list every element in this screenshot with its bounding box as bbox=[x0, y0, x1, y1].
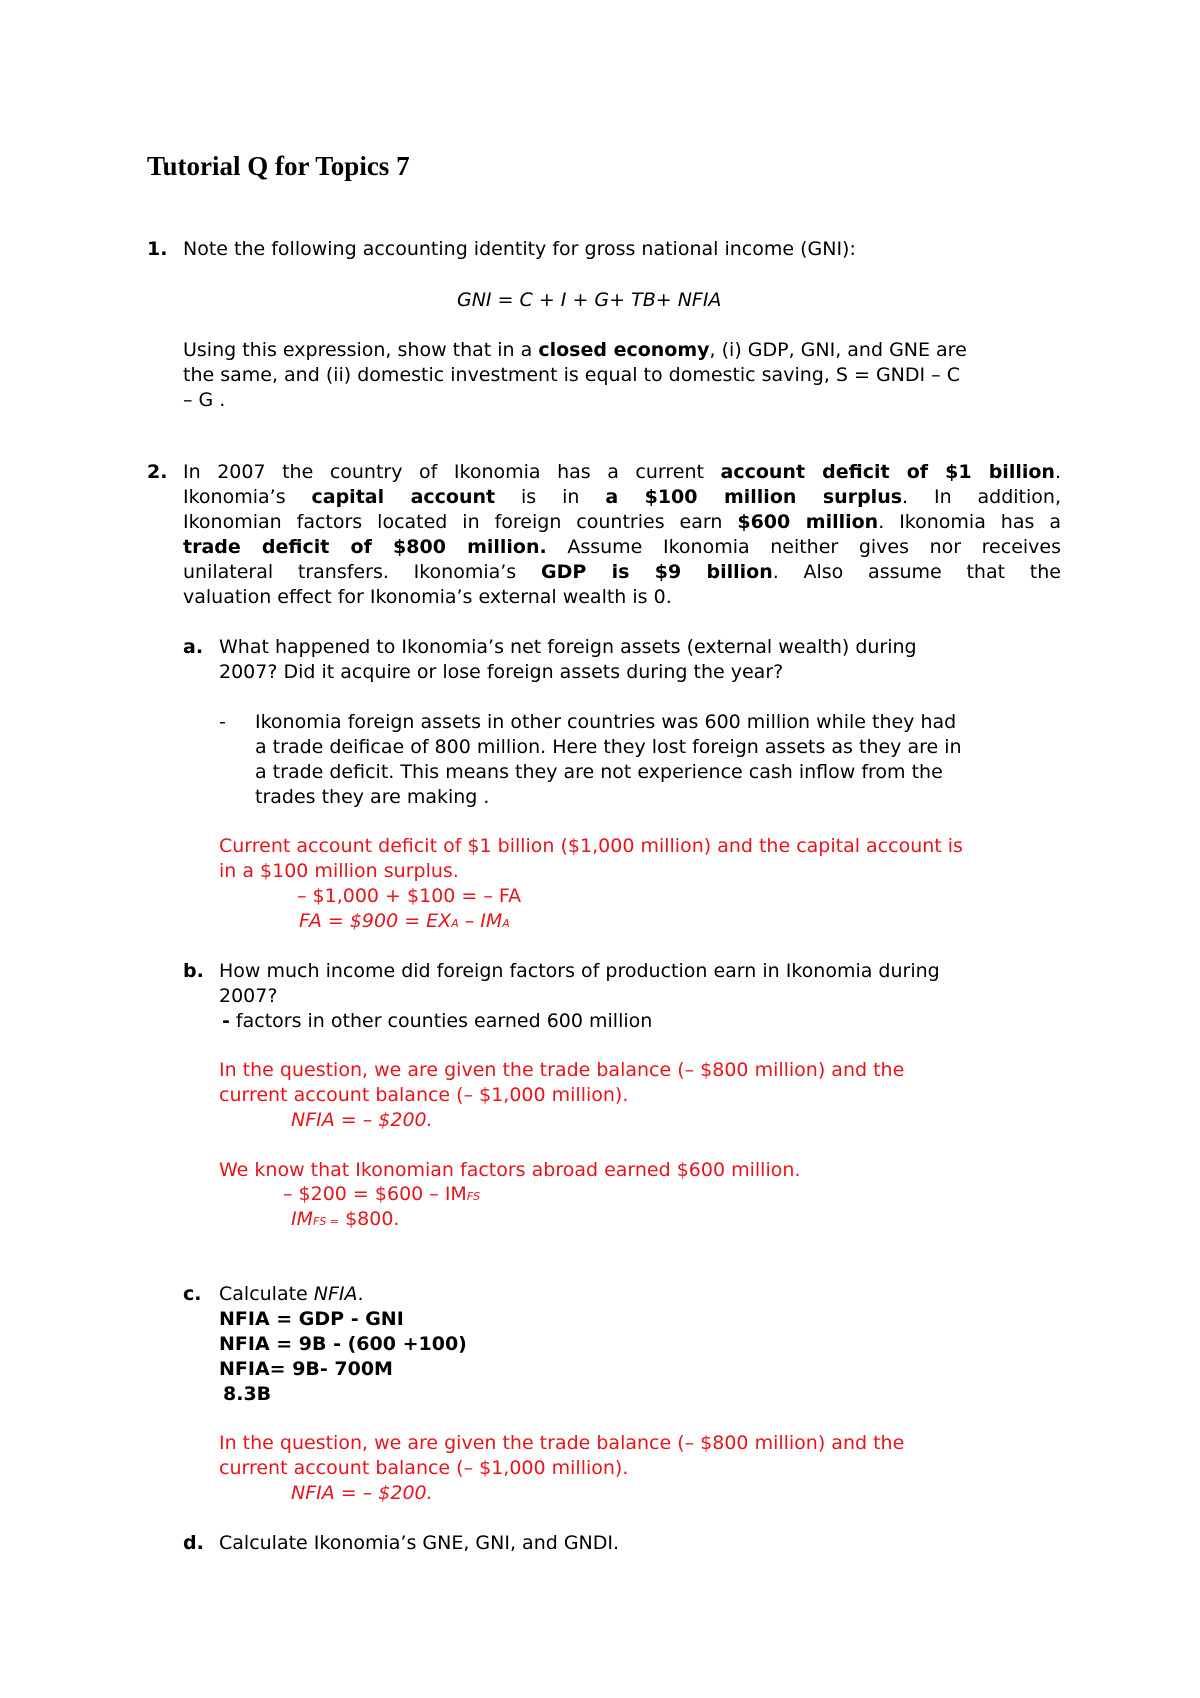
part-a-answer-line-3: a trade deficit. This means they are not experience cash inflow from the bbox=[255, 761, 943, 783]
part-a-answer-line-2: a trade deificae of 800 million. Here they lost foreign assets as they are in bbox=[255, 736, 962, 758]
part-a-solution-equation-1: – $1,000 + $100 = – FA bbox=[297, 885, 522, 907]
part-c-work-line-2: NFIA = 9B - (600 +100) bbox=[219, 1333, 467, 1355]
question-2-line-1: In 2007 the country of Ikonomia has a current account deficit of $1 billion. bbox=[183, 461, 1061, 483]
question-2-line-6: valuation effect for Ikonomia’s external wealth is 0. bbox=[183, 586, 672, 608]
question-2-number: 2. bbox=[147, 461, 168, 483]
part-b-label: b. bbox=[183, 960, 204, 982]
page-title: Tutorial Q for Topics 7 bbox=[147, 151, 410, 181]
part-a-answer-dash: - bbox=[219, 711, 226, 733]
question-1-line-3: – G . bbox=[183, 389, 226, 411]
part-c-label: c. bbox=[183, 1283, 202, 1305]
part-c-work-line-3: NFIA= 9B- 700M bbox=[219, 1358, 393, 1380]
part-b-question-line-1: How much income did foreign factors of production earn in Ikonomia during bbox=[219, 960, 940, 982]
question-1-line-2: the same, and (ii) domestic investment is equal to domestic saving, S = GNDI – C bbox=[183, 364, 960, 386]
part-c-solution-line-1: In the question, we are given the trade balance (– $800 million) and the bbox=[219, 1432, 905, 1454]
part-a-solution-line-2: in a $100 million surplus. bbox=[219, 860, 459, 882]
part-d-label: d. bbox=[183, 1532, 204, 1554]
part-b-solution-equation-1: – $200 = $600 – IMFS bbox=[283, 1183, 481, 1205]
question-2-line-4: trade deficit of $800 million. Assume Ikonomia neither gives nor receives bbox=[183, 536, 1061, 558]
question-2-line-5: unilateral transfers. Ikonomia’s GDP is $9 billion. Also assume that the bbox=[183, 561, 1061, 583]
part-c-solution-nfia: NFIA = – $200. bbox=[291, 1482, 433, 1504]
part-b-solution-line-1: In the question, we are given the trade balance (– $800 million) and the bbox=[219, 1059, 905, 1081]
part-c-solution-line-2: current account balance (– $1,000 million). bbox=[219, 1457, 629, 1479]
part-c-work-line-1: NFIA = GDP - GNI bbox=[219, 1308, 404, 1330]
part-d-question: Calculate Ikonomia’s GNE, GNI, and GNDI. bbox=[219, 1532, 620, 1554]
part-b-answer: - factors in other counties earned 600 million bbox=[222, 1010, 653, 1032]
part-a-question-line-1: What happened to Ikonomia’s net foreign assets (external wealth) during bbox=[219, 636, 917, 658]
question-2-line-3: Ikonomian factors located in foreign countries earn $600 million. Ikonomia has a bbox=[183, 511, 1061, 533]
part-a-question-line-2: 2007? Did it acquire or lose foreign assets during the year? bbox=[219, 661, 784, 683]
gni-formula: GNI = C + I + G+ TB+ NFIA bbox=[457, 289, 722, 311]
part-c-work-line-4: 8.3B bbox=[223, 1383, 272, 1405]
part-b-question-line-2: 2007? bbox=[219, 985, 278, 1007]
part-c-question: Calculate NFIA. bbox=[219, 1283, 364, 1305]
part-a-solution-equation-2: FA = $900 = EXA – IMA bbox=[299, 910, 510, 932]
part-a-solution-line-1: Current account deficit of $1 billion ($1,000 million) and the capital account is bbox=[219, 835, 963, 857]
part-a-answer-line-4: trades they are making . bbox=[255, 786, 490, 808]
question-1-intro: Note the following accounting identity for gross national income (GNI): bbox=[183, 238, 856, 260]
part-b-solution-equation-2: IMFS = $800. bbox=[291, 1208, 400, 1230]
question-2-line-2: Ikonomia’s capital account is in a $100 million surplus. In addition, bbox=[183, 486, 1061, 508]
question-1-line-1: Using this expression, show that in a closed economy, (i) GDP, GNI, and GNE are bbox=[183, 339, 967, 361]
part-b-solution-line-2: current account balance (– $1,000 million). bbox=[219, 1084, 629, 1106]
question-1-number: 1. bbox=[147, 238, 168, 260]
part-a-answer-line-1: Ikonomia foreign assets in other countries was 600 million while they had bbox=[255, 711, 957, 733]
part-b-solution-line-4: We know that Ikonomian factors abroad earned $600 million. bbox=[219, 1159, 801, 1181]
part-b-solution-nfia: NFIA = – $200. bbox=[291, 1109, 433, 1131]
part-a-label: a. bbox=[183, 636, 204, 658]
